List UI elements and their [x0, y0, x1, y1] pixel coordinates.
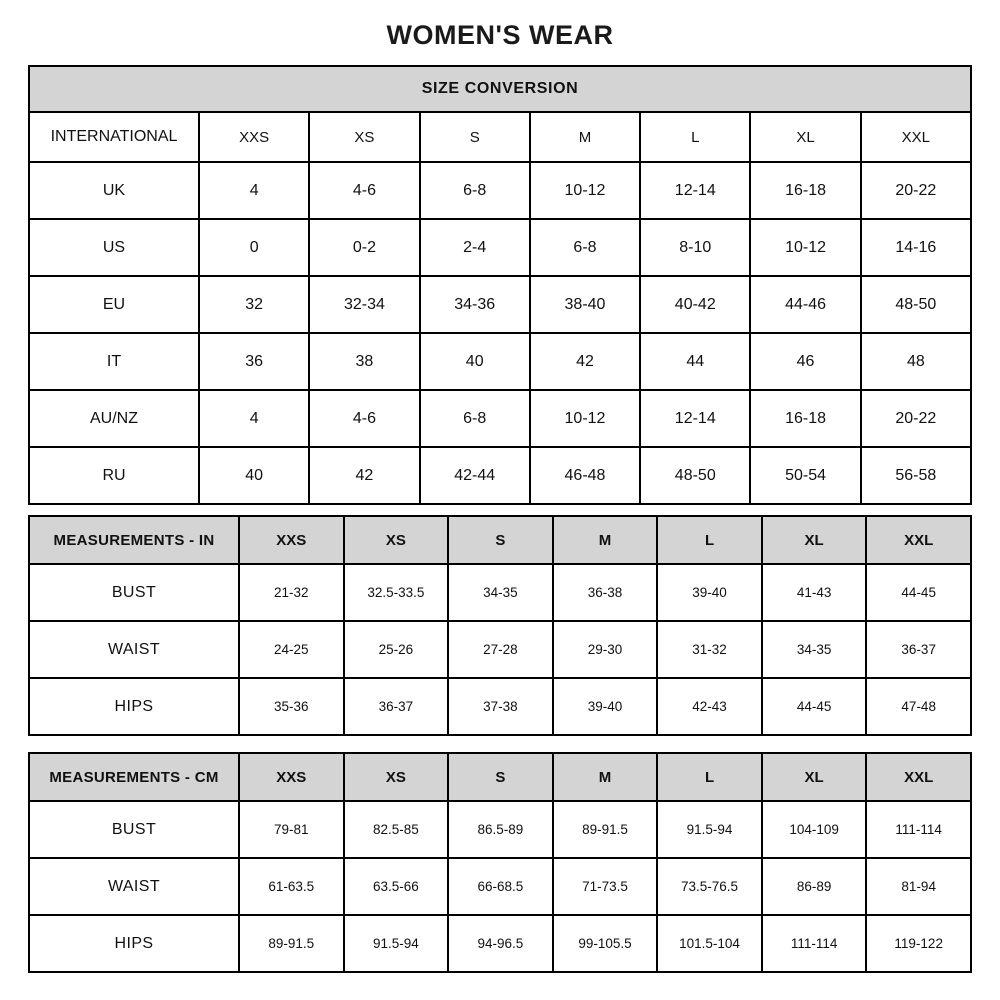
value-cell: 29-30 [553, 621, 658, 678]
table-row [29, 219, 971, 276]
table-row [29, 621, 971, 678]
value-cell: 0 [199, 219, 309, 276]
row-label-cell: HIPS [29, 678, 239, 735]
value-cell: 34-35 [762, 621, 867, 678]
value-cell: 44-45 [762, 678, 867, 735]
value-cell: 42-43 [657, 678, 762, 735]
value-cell: 81-94 [866, 858, 971, 915]
measurements-in-table [28, 515, 972, 736]
value-cell: 14-16 [861, 219, 971, 276]
size-header-cell: XXL [861, 112, 971, 162]
value-cell: 4-6 [309, 390, 419, 447]
value-cell: 48-50 [640, 447, 750, 504]
value-cell: 21-32 [239, 564, 344, 621]
size-header-cell: XS [309, 112, 419, 162]
value-cell: 24-25 [239, 621, 344, 678]
value-cell: 89-91.5 [239, 915, 344, 972]
row-label-cell: BUST [29, 564, 239, 621]
value-cell: 37-38 [448, 678, 553, 735]
value-cell: 27-28 [448, 621, 553, 678]
value-cell: 16-18 [750, 162, 860, 219]
value-cell: 44-46 [750, 276, 860, 333]
size-header-cell: XXS [239, 516, 344, 564]
value-cell: 63.5-66 [344, 858, 449, 915]
first-column-header-cell: MEASUREMENTS - CM [29, 753, 239, 801]
size-header-cell: L [657, 753, 762, 801]
value-cell: 10-12 [530, 162, 640, 219]
size-header-cell: XS [344, 753, 449, 801]
row-label-cell: US [29, 219, 199, 276]
value-cell: 34-36 [420, 276, 530, 333]
value-cell: 32 [199, 276, 309, 333]
value-cell: 119-122 [866, 915, 971, 972]
table-row [29, 753, 971, 801]
table-row [29, 678, 971, 735]
value-cell: 42 [530, 333, 640, 390]
value-cell: 40-42 [640, 276, 750, 333]
row-label-cell: BUST [29, 801, 239, 858]
row-label-cell: HIPS [29, 915, 239, 972]
value-cell: 36-38 [553, 564, 658, 621]
value-cell: 4 [199, 390, 309, 447]
value-cell: 8-10 [640, 219, 750, 276]
value-cell: 82.5-85 [344, 801, 449, 858]
value-cell: 46-48 [530, 447, 640, 504]
size-header-cell: S [420, 112, 530, 162]
value-cell: 34-35 [448, 564, 553, 621]
value-cell: 10-12 [750, 219, 860, 276]
value-cell: 91.5-94 [344, 915, 449, 972]
value-cell: 20-22 [861, 162, 971, 219]
value-cell: 71-73.5 [553, 858, 658, 915]
value-cell: 6-8 [420, 390, 530, 447]
first-column-header-cell: INTERNATIONAL [29, 112, 199, 162]
value-cell: 32-34 [309, 276, 419, 333]
table-row [29, 447, 971, 504]
value-cell: 39-40 [553, 678, 658, 735]
value-cell: 101.5-104 [657, 915, 762, 972]
table-row [29, 858, 971, 915]
table-row [29, 516, 971, 564]
value-cell: 4-6 [309, 162, 419, 219]
value-cell: 47-48 [866, 678, 971, 735]
table-row [29, 915, 971, 972]
value-cell: 20-22 [861, 390, 971, 447]
table-row [29, 162, 971, 219]
value-cell: 12-14 [640, 162, 750, 219]
value-cell: 38-40 [530, 276, 640, 333]
measurements-cm-table [28, 752, 972, 973]
row-label-cell: UK [29, 162, 199, 219]
value-cell: 46 [750, 333, 860, 390]
value-cell: 56-58 [861, 447, 971, 504]
page-title: WOMEN'S WEAR [386, 20, 614, 50]
value-cell: 32.5-33.5 [344, 564, 449, 621]
value-cell: 94-96.5 [448, 915, 553, 972]
value-cell: 6-8 [530, 219, 640, 276]
value-cell: 111-114 [866, 801, 971, 858]
value-cell: 10-12 [530, 390, 640, 447]
value-cell: 36-37 [866, 621, 971, 678]
value-cell: 61-63.5 [239, 858, 344, 915]
size-header-cell: XXS [239, 753, 344, 801]
value-cell: 2-4 [420, 219, 530, 276]
value-cell: 4 [199, 162, 309, 219]
row-label-cell: EU [29, 276, 199, 333]
measurements-in-table-body [29, 516, 971, 735]
size-conversion-table [28, 65, 972, 505]
size-header-cell: S [448, 753, 553, 801]
size-header-cell: XXL [866, 516, 971, 564]
size-conversion-table-body [29, 66, 971, 504]
value-cell: 36 [199, 333, 309, 390]
value-cell: 35-36 [239, 678, 344, 735]
table-row [29, 333, 971, 390]
value-cell: 39-40 [657, 564, 762, 621]
size-header-cell: XL [762, 516, 867, 564]
size-header-cell: M [553, 753, 658, 801]
value-cell: 40 [420, 333, 530, 390]
size-header-cell: M [553, 516, 658, 564]
value-cell: 44-45 [866, 564, 971, 621]
size-header-cell: L [657, 516, 762, 564]
value-cell: 25-26 [344, 621, 449, 678]
table-row [29, 66, 971, 112]
table-row [29, 801, 971, 858]
value-cell: 91.5-94 [657, 801, 762, 858]
size-header-cell: L [640, 112, 750, 162]
size-header-cell: XXS [199, 112, 309, 162]
size-header-cell: XS [344, 516, 449, 564]
size-header-cell: M [530, 112, 640, 162]
value-cell: 48-50 [861, 276, 971, 333]
value-cell: 50-54 [750, 447, 860, 504]
value-cell: 31-32 [657, 621, 762, 678]
value-cell: 48 [861, 333, 971, 390]
value-cell: 40 [199, 447, 309, 504]
value-cell: 89-91.5 [553, 801, 658, 858]
value-cell: 73.5-76.5 [657, 858, 762, 915]
size-header-cell: XXL [866, 753, 971, 801]
row-label-cell: AU/NZ [29, 390, 199, 447]
value-cell: 0-2 [309, 219, 419, 276]
value-cell: 41-43 [762, 564, 867, 621]
row-label-cell: IT [29, 333, 199, 390]
value-cell: 36-37 [344, 678, 449, 735]
table-row [29, 564, 971, 621]
value-cell: 42-44 [420, 447, 530, 504]
size-header-cell: XL [750, 112, 860, 162]
value-cell: 99-105.5 [553, 915, 658, 972]
value-cell: 16-18 [750, 390, 860, 447]
size-header-cell: XL [762, 753, 867, 801]
value-cell: 111-114 [762, 915, 867, 972]
size-header-cell: S [448, 516, 553, 564]
table-row [29, 390, 971, 447]
value-cell: 12-14 [640, 390, 750, 447]
first-column-header-cell: MEASUREMENTS - IN [29, 516, 239, 564]
value-cell: 86-89 [762, 858, 867, 915]
value-cell: 38 [309, 333, 419, 390]
table-title-cell: SIZE CONVERSION [29, 66, 971, 112]
value-cell: 6-8 [420, 162, 530, 219]
value-cell: 79-81 [239, 801, 344, 858]
value-cell: 44 [640, 333, 750, 390]
value-cell: 42 [309, 447, 419, 504]
value-cell: 86.5-89 [448, 801, 553, 858]
measurements-cm-table-body [29, 753, 971, 972]
row-label-cell: RU [29, 447, 199, 504]
table-row [29, 276, 971, 333]
table-row [29, 112, 971, 162]
row-label-cell: WAIST [29, 621, 239, 678]
value-cell: 66-68.5 [448, 858, 553, 915]
row-label-cell: WAIST [29, 858, 239, 915]
value-cell: 104-109 [762, 801, 867, 858]
